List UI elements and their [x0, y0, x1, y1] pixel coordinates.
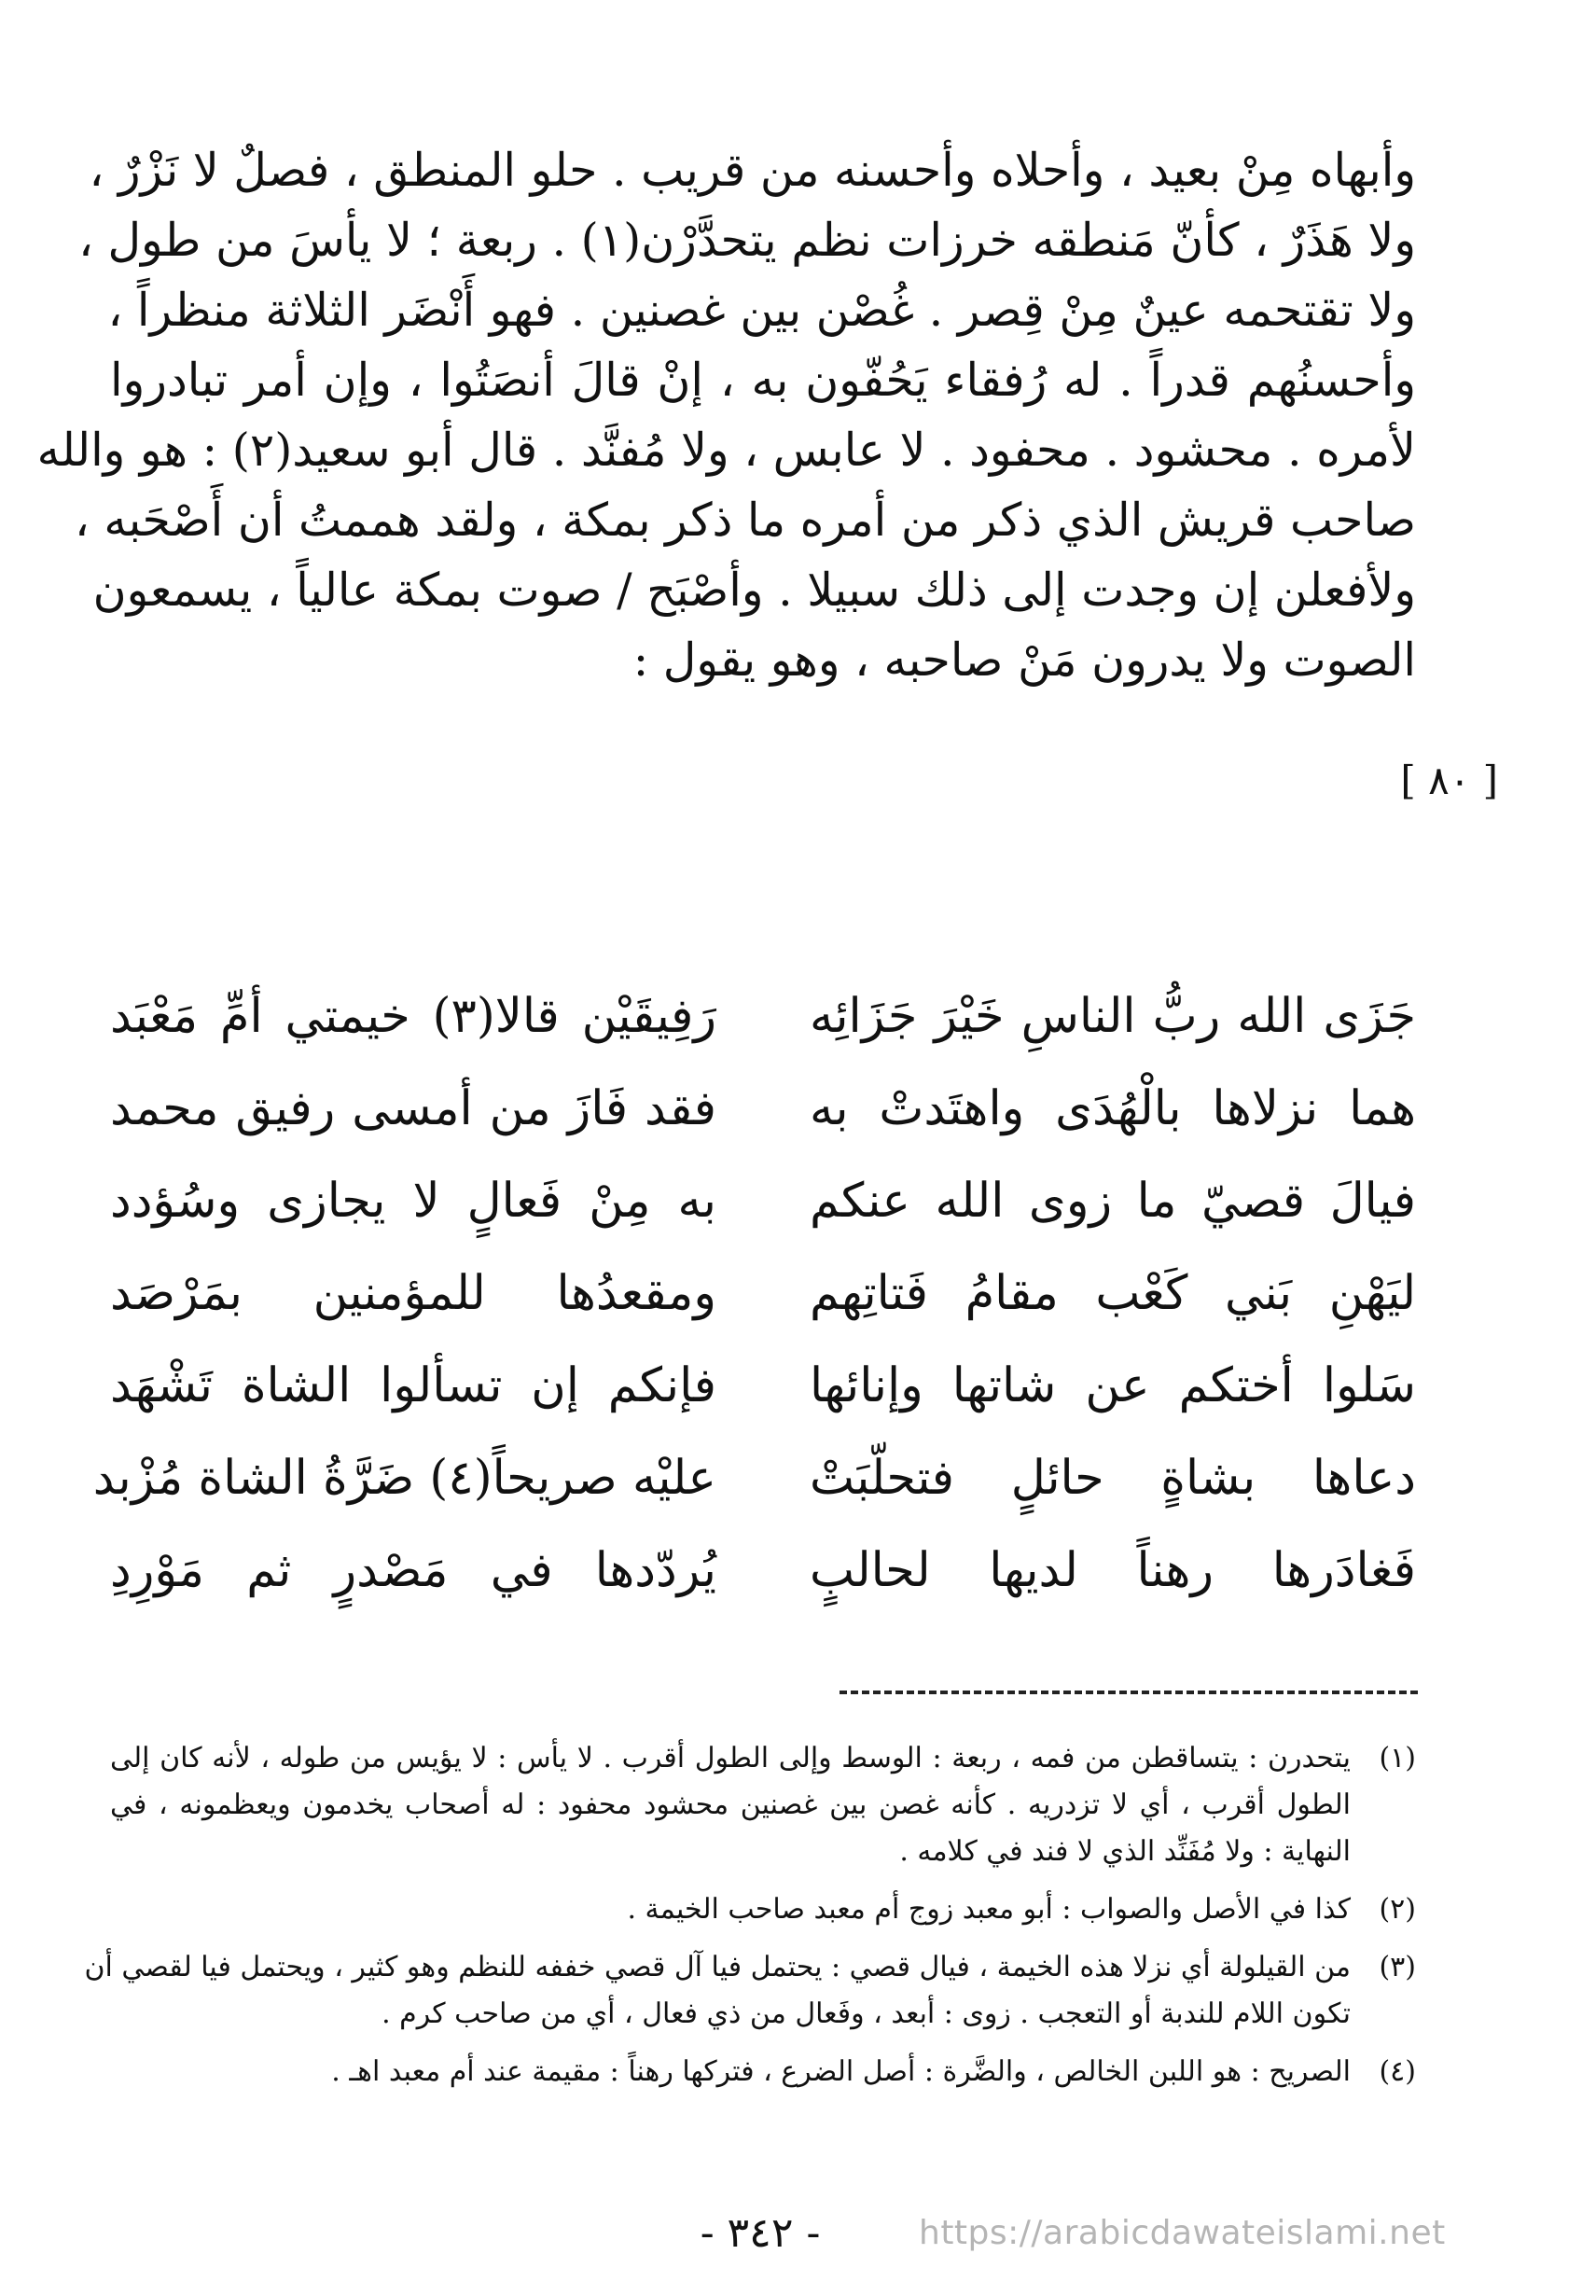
- verse-first-hemistich: هما نزلاها بالْهُدَى واهتَدتْ به: [810, 1081, 1416, 1136]
- footnote-text: [110, 2049, 1351, 2095]
- watermark-url: https://arabicdawateislami.net: [919, 2214, 1446, 2252]
- poem-verse: [92, 1432, 1416, 1524]
- page-number: - ٣٤٢ -: [700, 2209, 821, 2257]
- verse-second-hemistich: به مِنْ فَعالٍ لا يجازى وسُؤدد: [110, 1174, 716, 1229]
- verse-first-hemistich: ليَهْنِ بَني كَعْب مقامُ فَتاتِهم: [810, 1266, 1416, 1321]
- footnote-line: يتحدرن : يتساقطن من فمه ، ربعة : الوسط وإلى الطول أقرب . لا يأس : لا يؤيس من طوله ، لأنه كان إلى: [110, 1742, 1351, 1774]
- footnote-number: (٣): [1379, 1951, 1416, 1983]
- verse-second-hemistich: فقد فَازَ من أمسى رفيق محمد: [110, 1081, 716, 1136]
- footnote-line: الصريح : هو اللبن الخالص ، والضَّرة : أصل الضرع ، فتركها رهناً : مقيمة عند أم معبد اهـ .: [331, 2055, 1351, 2088]
- prose-line: صاحب قريش الذي ذكر من أمره ما ذكر بمكة ، ولقد هممتُ أن أَصْحَبه ،: [75, 494, 1416, 547]
- footnote-number: (١): [1379, 1742, 1416, 1774]
- prose-line: ولا هَذَرٌ ، كأنّ مَنطقه خرزات نظم يتحدَّرْن(١) . ربعة ؛ لا يأسَ من طول ،: [78, 214, 1416, 267]
- poem-verse: [110, 1155, 1416, 1247]
- footnote-number: (٢): [1379, 1893, 1416, 1926]
- poem-verse: [110, 1247, 1416, 1340]
- footnote-text: [85, 1944, 1352, 2038]
- verse-first-hemistich: فَغادَرها رهناً لديها لحالبٍ: [810, 1543, 1416, 1598]
- poem-verse: [110, 970, 1416, 1063]
- footnote: [110, 1735, 1416, 1875]
- footnote-line: تكون اللام للندبة أو التعجب . زوى : أبعد ، وفَعال من ذي فعال ، أي من صاحب كرم .: [382, 1997, 1351, 2030]
- footnote: [84, 1944, 1416, 2038]
- prose-line: ولأفعلن إن وجدت إلى ذلك سبيلا . وأصْبَح / صوت بمكة عالياً ، يسمعون: [92, 564, 1416, 617]
- poem-verse: [110, 1524, 1416, 1617]
- poem: [92, 970, 1416, 1617]
- footnote-line: الطول أقرب ، أي لا تزدريه . كأنه غصن بين غصنين محشود محفود : له أصحاب يخدمون ويعظمونه ، في: [110, 1788, 1351, 1821]
- footnote: [110, 1886, 1416, 1933]
- footnote-line: كذا في الأصل والصواب : أبو معبد زوج أم معبد صاحب الخيمة .: [627, 1893, 1351, 1926]
- verse-second-hemistich: ومقعدُها للمؤمنين بمَرْصَد: [110, 1266, 716, 1321]
- footnote-separator: [840, 1691, 1418, 1694]
- verse-second-hemistich: يُردّدها في مَصْدرٍ ثم مَوْرِدِ: [110, 1543, 716, 1598]
- verse-first-hemistich: جَزَى الله ربُّ الناسِ خَيْرَ جَزَائِه: [810, 989, 1416, 1044]
- margin-page-marker: [ ٨٠ ]: [1400, 758, 1498, 803]
- footnote-number: (٤): [1379, 2055, 1416, 2088]
- verse-second-hemistich: فإنكم إن تسألوا الشاة تَشْهَد: [110, 1358, 716, 1413]
- prose-line: وأحسنُهم قدراً . له رُفقاء يَحُفّون به ، إنْ قالَ أنصَتُوا ، وإن أمر تبادروا: [110, 354, 1416, 407]
- poem-verse: [110, 1063, 1416, 1155]
- verse-second-hemistich: رَفِيقَيْن قالا(٣) خيمتي أمِّ مَعْبَد: [110, 989, 716, 1044]
- prose-line: وأبهاه مِنْ بعيد ، وأحلاه وأحسنه من قريب . حلو المنطق ، فصلٌ لا نَزْرٌ ،: [89, 144, 1416, 197]
- footnote-line: من القيلولة أي نزلا هذه الخيمة ، فيال قصي : يحتمل فيا آل قصي خففه للنظم وهو كثير ، ويحتمل فيا لقصي أن: [84, 1951, 1351, 1983]
- footnote-text: [110, 1735, 1351, 1875]
- footnote: [110, 2049, 1416, 2095]
- prose-line: الصوت ولا يدرون مَنْ صاحبه ، وهو يقول :: [632, 633, 1416, 687]
- prose-line: ولا تقتحمه عينٌ مِنْ قِصر . غُصْن بين غصنين . فهو أَنْضَر الثلاثة منظراً ،: [107, 284, 1416, 337]
- verse-first-hemistich: فيالَ قصيّ ما زوى الله عنكم: [810, 1174, 1416, 1229]
- prose-line: لأمره . محشود . محفود . لا عابس ، ولا مُفنَّد . قال أبو سعيد(٢) : هو والله: [36, 424, 1416, 477]
- footnote-line: النهاية : ولا مُفَنِّد الذي لا فند في كلامه .: [899, 1835, 1351, 1868]
- footnotes: [84, 1735, 1416, 2107]
- poem-verse: [110, 1340, 1416, 1432]
- prose-paragraph: [36, 135, 1416, 695]
- verse-first-hemistich: دعاها بشاةٍ حائلٍ فتحلّبَتْ: [810, 1451, 1416, 1506]
- footnote-text: [110, 1886, 1351, 1933]
- verse-second-hemistich: عليْه صريحاً(٤) ضَرَّةُ الشاة مُزْبد: [92, 1451, 716, 1506]
- verse-first-hemistich: سَلوا أختكم عن شاتها وإنائها: [810, 1358, 1416, 1413]
